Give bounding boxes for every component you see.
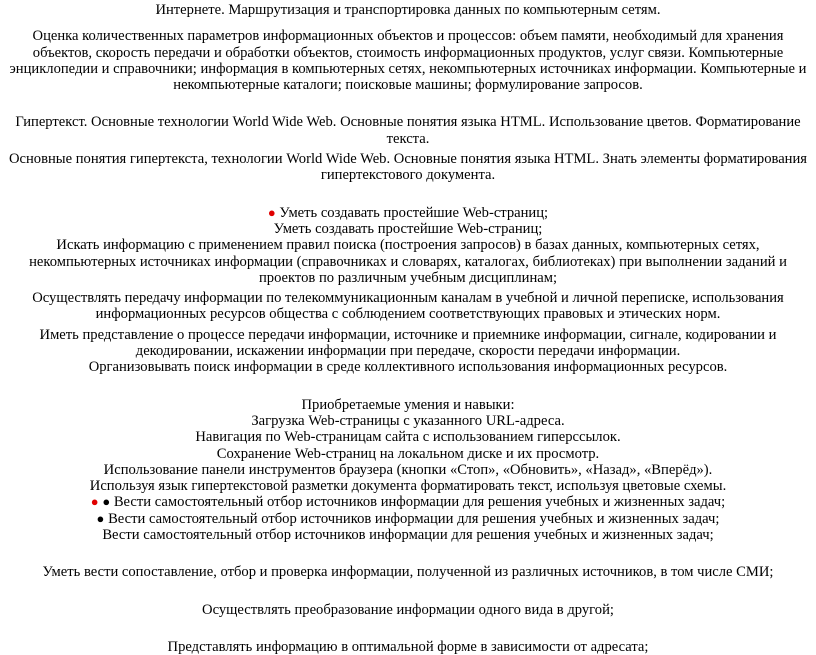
- text-paragraph-search: Искать информацию с применением правил поиска (построения запросов) в базах данных, компьютерных сетях, некомпьютерных источниках информации (справочниках и словарях, каталогах, библиотеках) при выполнении заданий и проектов по различным учебным дисциплинам;: [29, 237, 787, 286]
- text-line-1: Интернете. Маршрутизация и транспортировка данных по компьютерным сетям.: [155, 2, 661, 18]
- text-line-compare: Уметь вести сопоставление, отбор и проверка информации, полученной из различных источников, в том числе СМИ;: [42, 564, 774, 581]
- bullet-line-text: Вести самостоятельный отбор источников информации для решения учебных и жизненных задач;: [108, 510, 720, 527]
- text-line-transform: Осуществлять преобразование информации одного вида в другой;: [202, 601, 614, 618]
- text-paragraph-hypertext: Гипертекст. Основные технологии World Wide Web. Основные понятия языка HTML. Использование цветов. Форматирование текста.: [15, 114, 801, 147]
- skills-heading: Приобретаемые умения и навыки:: [301, 396, 515, 413]
- bullet-line-text: Уметь создавать простейшие Web-страниц;: [279, 204, 549, 221]
- text-line-create-web: Уметь создавать простейшие Web-страниц;: [273, 220, 543, 237]
- skill-item-format: Используя язык гипертекстовой разметки документа форматировать текст, используя цветовые схемы.: [89, 478, 727, 495]
- skill-item-save: Сохранение Web-страниц на локальном диске и их просмотр.: [216, 445, 600, 462]
- red-bullet-icon: ●: [267, 204, 276, 220]
- bullet-line-select-single: [0, 511, 816, 527]
- text-line-present: Представлять информацию в оптимальной форме в зависимости от адресата;: [167, 638, 649, 655]
- bullet-line-text: Вести самостоятельный отбор источников информации для решения учебных и жизненных задач;: [113, 494, 726, 511]
- text-paragraph-transfer: Осуществлять передачу информации по телекоммуникационным каналам в учебной и личной переписке, использования информационных ресурсов общества с соблюдением соответствующих правовых и этических норм.: [32, 290, 784, 323]
- skill-item-toolbar: Использование панели инструментов браузера (кнопки «Стоп», «Обновить», «Назад», «Вперёд»).: [103, 461, 713, 478]
- text-paragraph-quantitative: Оценка количественных параметров информационных объектов и процессов: объем памяти, необходимый для хранения объектов, скорость передачи и обработки объектов, стоимость информационных продуктов, услуг связи. Компьютерные энциклопедии и справочники; информация в компьютерных сетях, некомпьютерных источниках информации. Компьютерные и некомпьютерные каталоги; поисковые машины; формулирование запросов.: [9, 28, 807, 94]
- text-line-organize-search: Организовывать поиск информации в среде коллективного использования информационных ресурсов.: [88, 359, 728, 376]
- bullet-line-create-web-red: [0, 205, 816, 221]
- bullet-line-select-double: [0, 494, 816, 510]
- skill-item-navigation: Навигация по Web-страницам сайта с использованием гиперссылок.: [195, 429, 621, 446]
- black-bullet-icon: ●: [96, 510, 105, 526]
- text-paragraph-process: Иметь представление о процессе передачи информации, источнике и приемнике информации, сигнале, кодировании и декодировании, искажении информации при передаче, скорости передачи информации.: [39, 326, 777, 360]
- text-paragraph-html-basics: Основные понятия гипертекста, технологии World Wide Web. Основные понятия языка HTML. Знать элементы форматирования гипертекстового документа.: [8, 151, 807, 184]
- black-bullet-icon: ●: [102, 494, 111, 510]
- skill-item-load: Загрузка Web-страницы с указанного URL-адреса.: [251, 412, 565, 429]
- red-bullet-icon: ●: [90, 494, 99, 510]
- text-line-select: Вести самостоятельный отбор источников информации для решения учебных и жизненных задач;: [102, 527, 714, 544]
